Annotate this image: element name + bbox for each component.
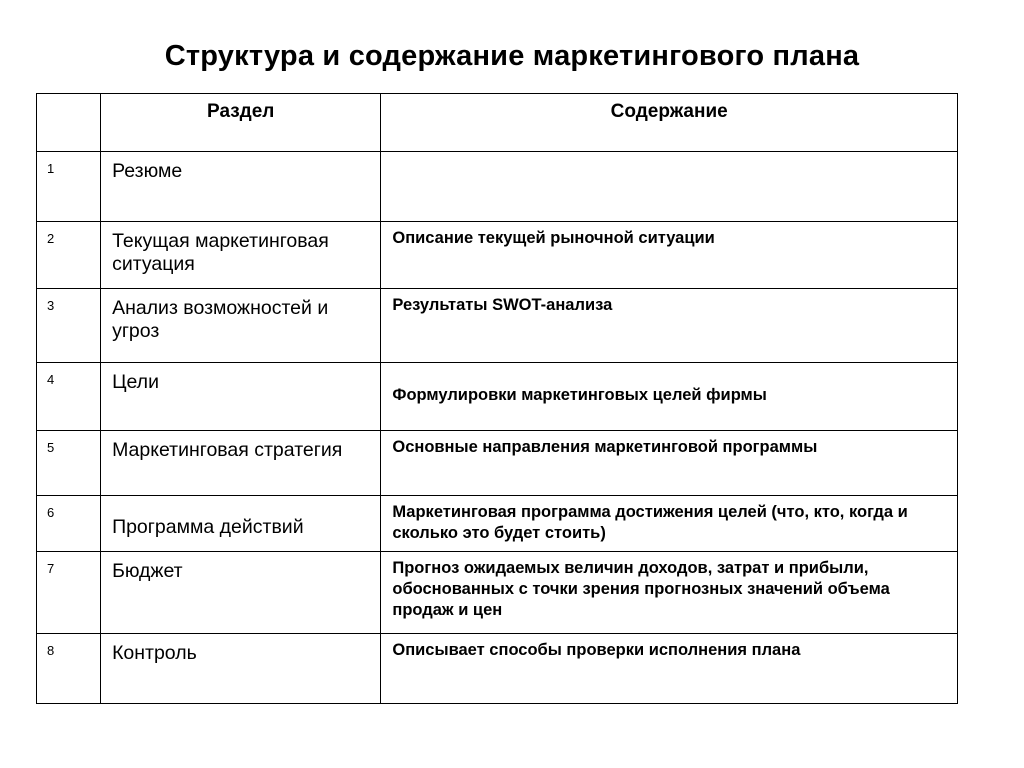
row-content — [381, 152, 957, 158]
row-num-cell — [37, 496, 101, 552]
row-content: Результаты SWOT-анализа — [392, 296, 613, 314]
row-content-cell — [381, 431, 958, 496]
row-content-cell — [381, 363, 958, 431]
row-content-cell — [381, 496, 958, 552]
row-num: 3 — [47, 298, 55, 313]
table-row — [37, 222, 958, 289]
row-num-cell — [37, 634, 101, 704]
row-num: 8 — [47, 643, 55, 658]
row-section: Текущая маркетинговая ситуация — [112, 230, 329, 275]
row-content: Прогноз ожидаемых величин доходов, затрат и прибыли, обоснованных с точки зрения прогнозных значений объема продаж и цен — [392, 559, 890, 619]
table-row — [37, 496, 958, 552]
table-row — [37, 552, 958, 634]
row-num: 4 — [47, 372, 55, 387]
row-num-cell — [37, 152, 101, 222]
marketing-plan-table — [36, 93, 958, 704]
row-section: Цели — [112, 371, 159, 393]
row-section: Контроль — [112, 642, 197, 664]
row-section-cell — [101, 289, 381, 363]
row-num-cell — [37, 552, 101, 634]
row-num-cell — [37, 363, 101, 431]
row-num-cell — [37, 289, 101, 363]
row-num: 2 — [47, 231, 55, 246]
row-content-cell — [381, 552, 958, 634]
row-num: 5 — [47, 440, 55, 455]
header-num — [37, 94, 101, 152]
row-content-cell — [381, 634, 958, 704]
table-row — [37, 363, 958, 431]
row-section: Резюме — [112, 160, 183, 182]
row-section-cell — [101, 363, 381, 431]
table-row — [37, 431, 958, 496]
row-section-cell — [101, 634, 381, 704]
table-header-row — [37, 94, 958, 152]
row-content-cell — [381, 289, 958, 363]
row-num: 6 — [47, 505, 55, 520]
row-num-cell — [37, 222, 101, 289]
row-content-cell — [381, 152, 958, 222]
row-num: 7 — [47, 561, 55, 576]
table-row — [37, 152, 958, 222]
row-section: Анализ возможностей и угроз — [112, 297, 329, 342]
table-row — [37, 634, 958, 704]
row-num: 1 — [47, 161, 55, 176]
table-row — [37, 289, 958, 363]
row-section-cell — [101, 431, 381, 496]
row-section: Маркетинговая стратегия — [112, 439, 343, 461]
row-section-cell — [101, 496, 381, 552]
row-num-cell — [37, 431, 101, 496]
row-content: Формулировки маркетинговых целей фирмы — [392, 386, 767, 404]
row-content: Маркетинговая программа достижения целей (что, кто, когда и сколько это будет стоить) — [392, 503, 908, 542]
header-section: Раздел — [101, 94, 381, 152]
row-section-cell — [101, 222, 381, 289]
row-content: Описание текущей рыночной ситуации — [392, 229, 715, 247]
row-content-cell — [381, 222, 958, 289]
row-content: Описывает способы проверки исполнения плана — [392, 641, 801, 659]
row-content: Основные направления маркетинговой программы — [392, 438, 818, 456]
row-section-cell — [101, 552, 381, 634]
header-content: Содержание — [381, 94, 958, 152]
row-section-cell — [101, 152, 381, 222]
row-section: Бюджет — [112, 560, 183, 582]
row-section: Программа действий — [112, 516, 304, 538]
page-title: Структура и содержание маркетингового плана — [164, 40, 860, 72]
